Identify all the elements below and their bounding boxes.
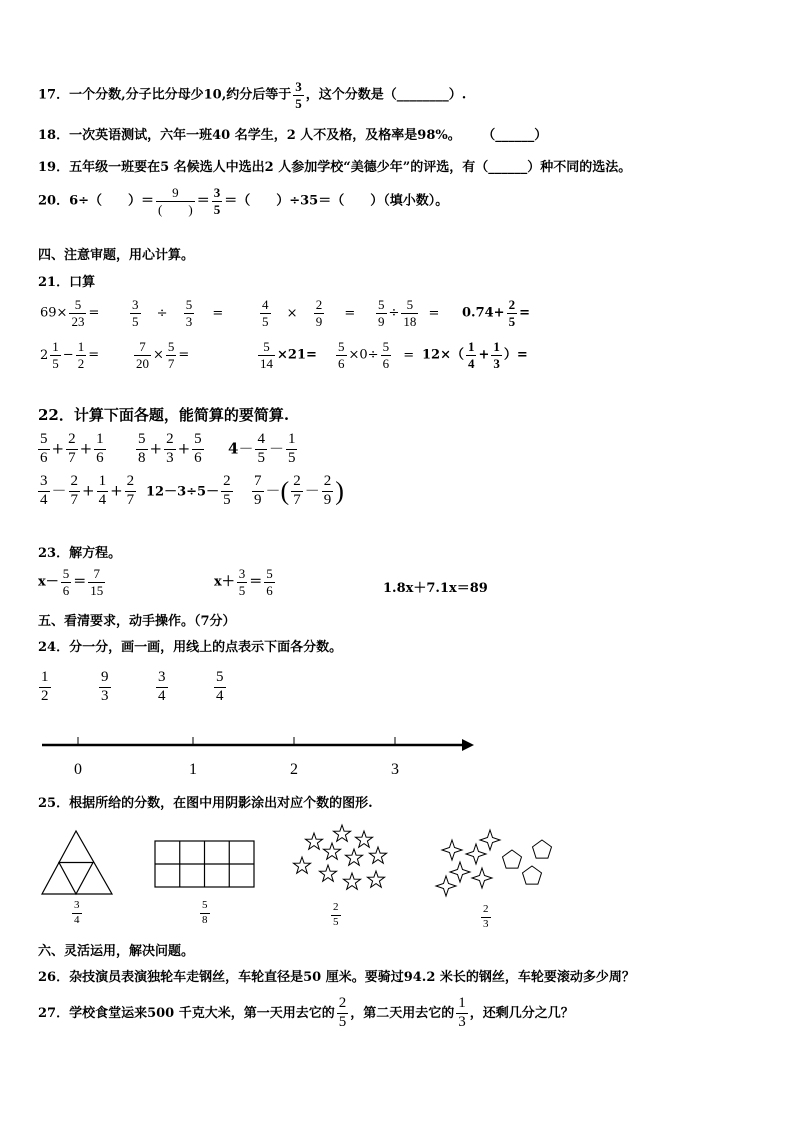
tick-label-2: 2: [290, 761, 298, 778]
star-icon: [305, 833, 322, 849]
expr-22-4: $\frac{3}{4}$ － $\frac{2}{7}$ + $\frac{1}{4}$ + $\frac{2}{7}$: [40, 473, 135, 508]
calc-21-3: $\frac{4}{5}$ × $\frac{2}{9}$ =: [262, 297, 356, 329]
stars-figure: [286, 820, 396, 900]
calc-21-4: $\frac{5}{9}$ ÷ $\frac{5}{18}$ =: [378, 297, 440, 329]
star-icon: [343, 873, 360, 889]
tick-label-0: 0: [74, 761, 82, 778]
tick-label-1: 1: [189, 761, 197, 778]
q25-fraction-1: $\frac{3}{4}$: [74, 899, 80, 926]
tick-label-3: 3: [391, 761, 399, 778]
expr-22-2: $\frac{5}{8}$ + $\frac{2}{3}$ + $\frac{5}{6}$: [138, 431, 202, 466]
four-point-star-icon: [480, 830, 500, 850]
calc-21-9: $\frac{5}{6}$ ×0÷ $\frac{5}{6}$ =: [338, 339, 415, 371]
question-23-title: 23．解方程。: [38, 546, 122, 561]
expr-22-5: 12－3÷5－ $\frac{2}{5}$: [146, 473, 231, 508]
question-22-title: 22．计算下面各题，能简算的要简算.: [38, 406, 290, 424]
calc-21-7: $\frac{7}{20}$ × $\frac{5}{7}$ =: [136, 339, 190, 371]
question-21-title: 21．口算: [38, 275, 96, 290]
star-icon: [345, 849, 362, 865]
q25-fraction-2: $\frac{5}{8}$: [202, 899, 208, 926]
question-25-title: 25．根据所给的分数，在图中用阴影涂出对应个数的图形.: [38, 796, 373, 811]
question-17: 17．一个分数,分子比分母少10,约分后等于 $\frac{3}{5}$ ，这个分数是（________）.: [38, 79, 467, 111]
calc-21-10: 12×（ $\frac{1}{4}$ + $\frac{1}{3}$ ）=: [422, 339, 528, 371]
question-24-title: 24．分一分，画一画，用线上的点表示下面各分数。: [38, 640, 343, 655]
q24-fraction-1: $\frac{1}{2}$: [41, 669, 49, 704]
q24-fraction-4: $\frac{5}{4}$: [216, 669, 224, 704]
sparkles-pentagons-figure: [434, 826, 562, 898]
calc-21-6: 2 $\frac{1}{5}$ − $\frac{1}{2}$ =: [40, 339, 100, 371]
star-icon: [333, 825, 350, 841]
pentagon-icon: [523, 866, 542, 884]
calc-21-5: 0.74+ $\frac{2}{5}$ =: [462, 297, 530, 329]
question-18: 18．一次英语测试，六年一班40 名学生，2 人不及格，及格率是98%。 （______）: [38, 128, 548, 143]
four-point-star-icon: [442, 840, 462, 860]
section-4-title: 四、注意审题，用心计算。: [38, 248, 195, 263]
triangle-figure: [38, 828, 118, 898]
four-point-star-icon: [436, 876, 456, 896]
star-icon: [319, 865, 336, 881]
question-27: 27．学校食堂运来500 千克大米，第一天用去它的 $\frac{2}{5}$ ，第二天用去它的 $\frac{1}{3}$ ，还剩几分之几？: [38, 995, 574, 1030]
calc-21-2: $\frac{3}{5}$ ÷ $\frac{5}{3}$ =: [132, 297, 224, 329]
expr-22-1: $\frac{5}{6}$ + $\frac{2}{7}$ + $\frac{1}{6}$: [40, 431, 104, 466]
star-icon: [369, 847, 386, 863]
equation-23-1: x－ $\frac{5}{6}$ ＝ $\frac{7}{15}$: [38, 566, 104, 598]
fraction: $\frac{3}{5}$: [295, 79, 302, 111]
calc-21-8: $\frac{5}{14}$ ×21=: [260, 339, 317, 371]
expr-22-6: $\frac{7}{9}$ －( $\frac{2}{7}$ － $\frac{2}{9}$ ): [254, 473, 344, 508]
equation-23-2: x＋ $\frac{3}{5}$ ＝ $\frac{5}{6}$: [214, 566, 273, 598]
star-icon: [323, 843, 340, 859]
pentagon-icon: [533, 840, 552, 858]
section-6-title: 六、灵活运用，解决问题。: [38, 944, 195, 959]
equation-23-3: 1.8x＋7.1x＝89: [383, 581, 488, 596]
four-point-star-icon: [466, 844, 486, 864]
four-point-star-icon: [450, 862, 470, 882]
star-icon: [293, 857, 310, 873]
rectangle-grid-figure: [154, 840, 256, 890]
pentagon-icon: [503, 850, 522, 868]
q25-fraction-3: $\frac{2}{5}$: [333, 901, 339, 928]
four-point-star-icon: [472, 868, 492, 888]
question-20: 20．6÷（ ）＝ $\frac{9}{( )}$ ＝ $\frac{3}{5}$ ＝（ ）÷35＝（ ）（填小数）。: [38, 185, 449, 217]
question-19: 19．五年级一班要在5 名候选人中选出2 人参加学校“美德少年”的评选，有（______）种不同的选法。: [38, 160, 632, 175]
calc-21-1: 69× $\frac{5}{23}$ =: [40, 297, 100, 329]
question-26: 26．杂技演员表演独轮车走钢丝，车轮直径是50 厘米。要骑过94.2 米长的钢丝，车轮要滚动多少周？: [38, 970, 635, 985]
q25-fraction-4: $\frac{2}{3}$: [483, 903, 489, 930]
arrow-icon: [462, 739, 474, 751]
q24-fraction-2: $\frac{9}{3}$: [101, 669, 109, 704]
star-icon: [355, 831, 372, 847]
q24-fraction-3: $\frac{3}{4}$: [158, 669, 166, 704]
section-5-title: 五、看清要求，动手操作。（7分）: [38, 614, 236, 629]
expr-22-3: 4－ $\frac{4}{5}$ － $\frac{1}{5}$: [228, 431, 296, 466]
number-line: [38, 730, 478, 780]
star-icon: [367, 871, 384, 887]
